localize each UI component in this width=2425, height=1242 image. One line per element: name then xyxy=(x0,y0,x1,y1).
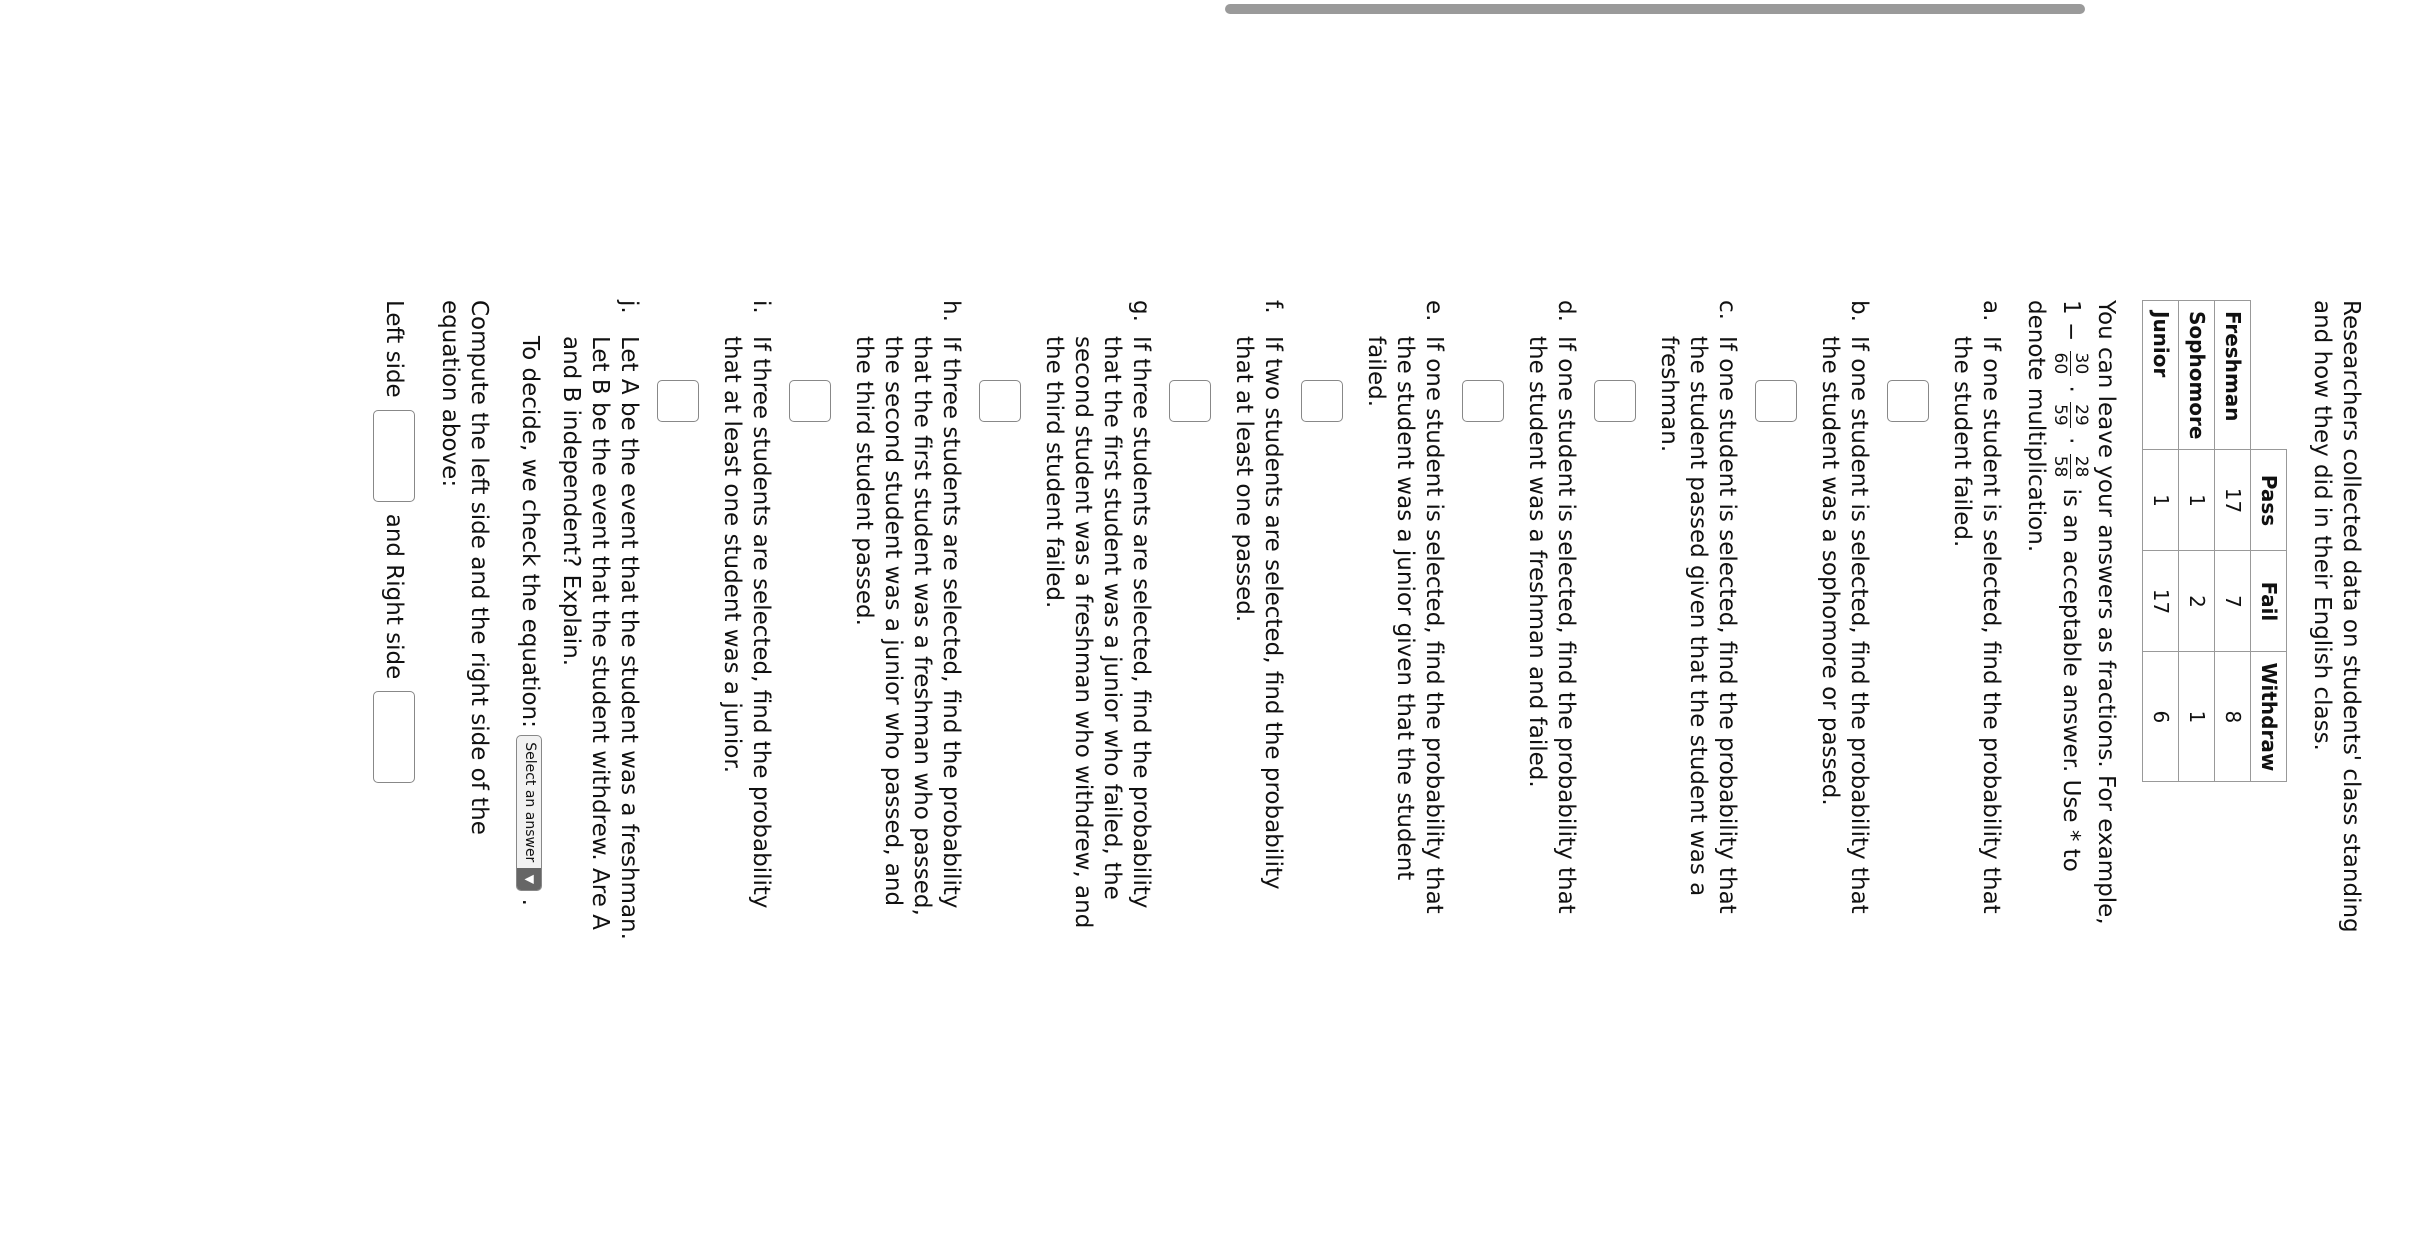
intro-text: Researchers collected data on students' class standing and how they did in their English class. xyxy=(2309,300,2364,933)
check-label: To decide, we check the equation: xyxy=(517,336,543,728)
table-cell: 8 xyxy=(2215,652,2251,782)
fraction xyxy=(2050,402,2091,428)
hint-post: is an acceptable answer. Use * to denote multiplication. xyxy=(2023,300,2084,872)
hint-expr-lead: 1 − xyxy=(2058,300,2084,342)
question-text: If one student is selected, find the probability that the student passed given that the student was a freshman. xyxy=(1656,336,1740,914)
question-item xyxy=(1755,300,1873,940)
question-text: If three students are selected, find the probability that the first student was a freshman who passed, the second student was a junior who passed, and the third student passed. xyxy=(851,336,964,916)
answer-input-c[interactable] xyxy=(1594,380,1636,422)
check-end: . xyxy=(517,898,543,906)
left-side-input[interactable] xyxy=(373,410,415,502)
table-corner-cell xyxy=(2251,301,2287,450)
answer-input-a[interactable] xyxy=(1887,380,1929,422)
fraction-numerator: 28 xyxy=(2071,455,2091,478)
question-body xyxy=(1594,336,1741,940)
triangle-down-icon: ▼ xyxy=(518,868,542,890)
fraction-denominator: 60 xyxy=(2050,352,2070,375)
question-body xyxy=(1462,336,1580,940)
table-cell: 17 xyxy=(2143,551,2179,652)
question-body xyxy=(507,336,643,940)
answer-input-d[interactable] xyxy=(1462,380,1504,422)
question-body xyxy=(1755,336,1873,940)
fraction xyxy=(2050,454,2091,480)
question-body xyxy=(1169,336,1287,940)
fraction-numerator: 29 xyxy=(2071,404,2091,426)
right-side-input[interactable] xyxy=(373,691,415,783)
question-text: If one student is selected, find the probability that the student was a freshman and failed. xyxy=(1524,336,1579,914)
question-text: If two students are selected, find the probability that at least one passed. xyxy=(1231,336,1286,890)
question-text: If one student is selected, find the probability that the student was a junior given that the student failed. xyxy=(1363,336,1447,914)
table-cell: 7 xyxy=(2215,551,2251,652)
question-item xyxy=(1462,300,1580,940)
table-header-withdraw: Withdraw xyxy=(2251,652,2287,782)
question-letter: g. xyxy=(1128,300,1154,322)
answer-input-f[interactable] xyxy=(1169,380,1211,422)
problem-content xyxy=(373,300,2365,940)
fraction-denominator: 58 xyxy=(2050,455,2070,478)
fraction-numerator: 30 xyxy=(2071,352,2091,375)
horizontal-scrollbar[interactable] xyxy=(1183,0,2425,16)
row-label-junior: Junior xyxy=(2143,301,2179,450)
table-cell: 1 xyxy=(2179,652,2215,782)
question-list xyxy=(507,300,2005,940)
answer-input-b[interactable] xyxy=(1755,380,1797,422)
question-item xyxy=(657,300,775,940)
table-row xyxy=(2215,301,2251,782)
compute-text: Compute the left side and the right side of the equation above: xyxy=(437,300,492,835)
question-letter: d. xyxy=(1553,300,1579,322)
row-label-freshman: Freshman xyxy=(2215,301,2251,450)
hint-pre: You can leave your answers as fractions. For example, xyxy=(2093,300,2119,925)
table-cell: 2 xyxy=(2179,551,2215,652)
table-cell: 17 xyxy=(2215,450,2251,551)
answer-input-i[interactable] xyxy=(657,380,699,422)
answer-input-e[interactable] xyxy=(1301,380,1343,422)
equation-select[interactable] xyxy=(517,735,543,891)
question-letter: a. xyxy=(1978,300,2004,322)
question-letter: f. xyxy=(1260,300,1286,314)
question-body xyxy=(1887,336,2005,940)
table-cell: 1 xyxy=(2143,450,2179,551)
question-text: If three students are selected, find the probability that at least one student was a junior. xyxy=(719,336,774,909)
question-letter: j. xyxy=(616,300,642,314)
fraction-hint xyxy=(2021,300,2120,940)
table-row xyxy=(2143,301,2179,782)
question-body xyxy=(789,336,965,940)
question-item xyxy=(1301,300,1448,940)
left-side-label: Left side xyxy=(381,300,408,398)
scrollbar-thumb[interactable] xyxy=(1225,4,2085,14)
select-value: Select an answer xyxy=(522,742,538,863)
question-item xyxy=(979,300,1155,940)
question-letter: h. xyxy=(938,300,964,322)
data-table xyxy=(2142,300,2287,782)
table-cell: 1 xyxy=(2179,450,2215,551)
question-body xyxy=(1301,336,1448,940)
right-side-label: and Right side xyxy=(381,513,408,680)
check-equation-line xyxy=(515,336,544,940)
table-header-pass: Pass xyxy=(2251,450,2287,551)
answer-input-h[interactable] xyxy=(789,380,831,422)
question-item xyxy=(1169,300,1287,940)
question-item xyxy=(1594,300,1741,940)
question-body xyxy=(979,336,1155,940)
question-text: Let A be the event that the student was a freshman. Let B be the event that the student withdrew. Are A and B independent? Explain. xyxy=(558,336,642,940)
table-header-fail: Fail xyxy=(2251,551,2287,652)
fraction-denominator: 59 xyxy=(2050,404,2070,426)
row-label-sophomore: Sophomore xyxy=(2179,301,2215,450)
question-letter: i. xyxy=(748,300,774,314)
answer-input-g[interactable] xyxy=(979,380,1021,422)
dot-operator: · xyxy=(2058,437,2084,445)
question-text: If three students are selected, find the probability that the first student was a junior who failed, the second student was a freshman who withdrew, and the third student failed. xyxy=(1041,336,1154,929)
dot-operator: · xyxy=(2058,385,2084,393)
question-letter: b. xyxy=(1846,300,1872,322)
question-item xyxy=(789,300,965,940)
table-cell: 6 xyxy=(2143,652,2179,782)
table-header-row xyxy=(2251,301,2287,782)
question-letter: c. xyxy=(1714,300,1740,320)
sides-row xyxy=(373,300,415,940)
question-item-j xyxy=(507,300,643,940)
question-text: If one student is selected, find the probability that the student was a sophomore or passed. xyxy=(1817,336,1872,914)
table-row xyxy=(2179,301,2215,782)
fraction xyxy=(2050,351,2091,377)
question-item xyxy=(1887,300,2005,940)
question-letter: e. xyxy=(1421,300,1447,322)
question-text: If one student is selected, find the probability that the student failed. xyxy=(1949,336,2004,914)
question-body xyxy=(657,336,775,940)
